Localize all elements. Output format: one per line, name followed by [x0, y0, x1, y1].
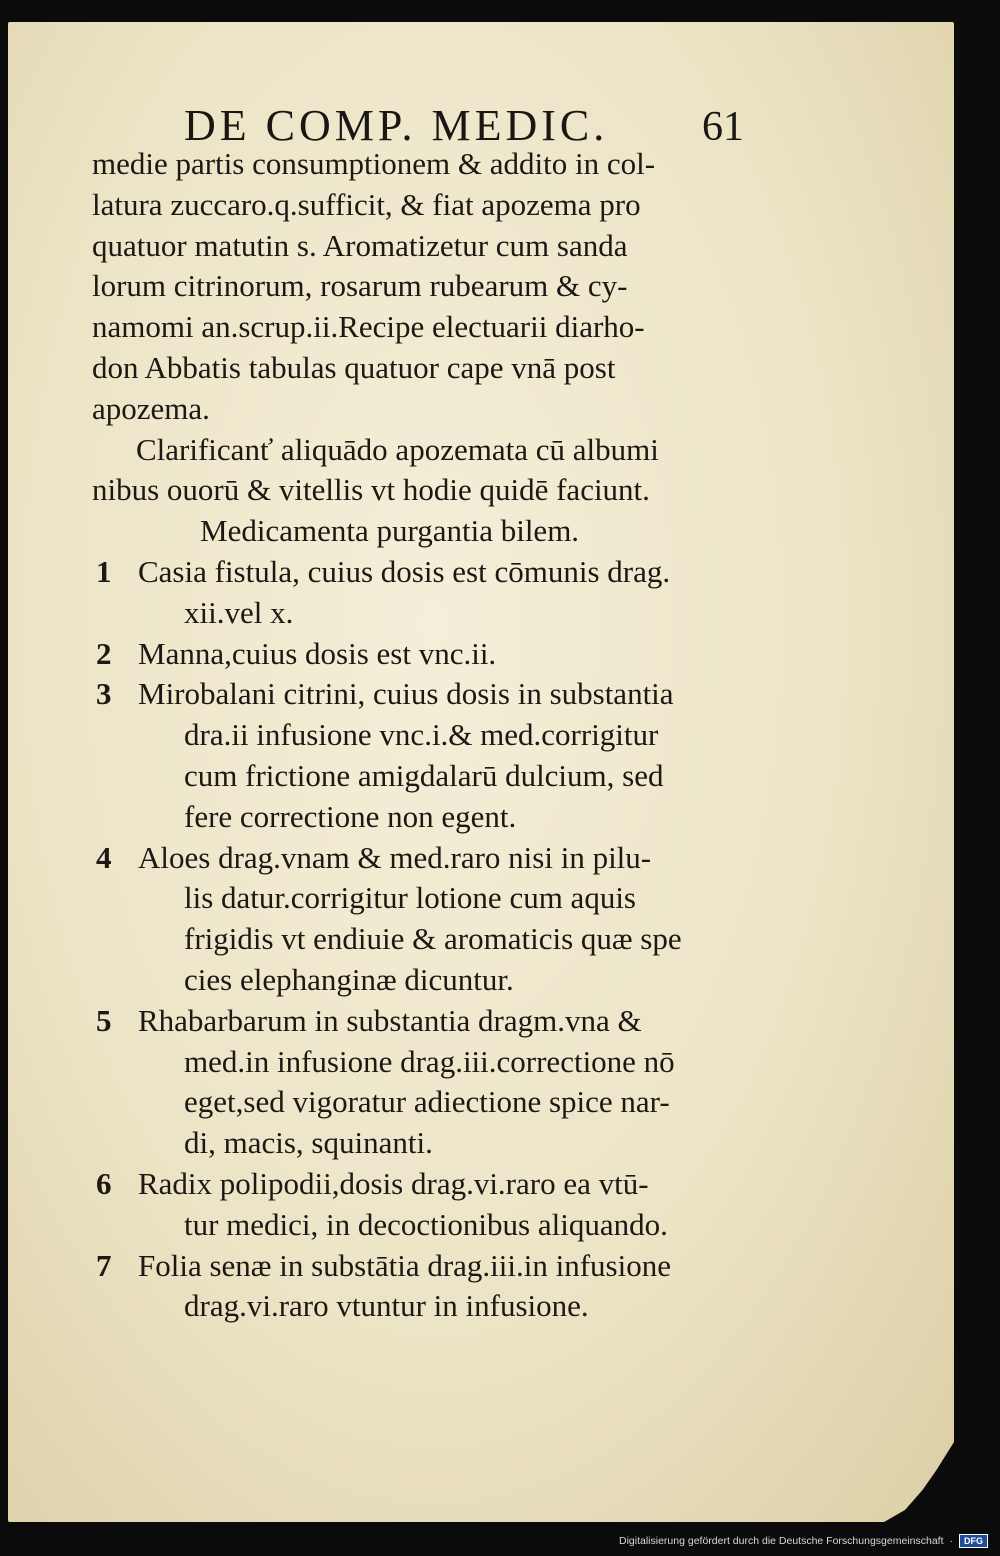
- item-text: fere correctione non egent.: [184, 798, 517, 834]
- text-line: latura zuccaro.q.sufficit, & fiat apozema pro: [92, 186, 641, 222]
- list-item: [92, 1246, 752, 1328]
- digitization-credit: Digitalisierung gefördert durch die Deutsche Forschungsgemeinschaft · DFG: [619, 1534, 988, 1548]
- text-line: medie partis consumptionem & addito in col-: [92, 146, 656, 181]
- item-text: dra.ii infusione vnc.i.& med.corrigitur: [184, 717, 659, 753]
- header-title: DE COMP. MEDIC.: [184, 101, 609, 150]
- item-number: 7: [96, 1247, 112, 1283]
- dfg-logo: DFG: [959, 1534, 988, 1548]
- item-number: 4: [96, 839, 112, 875]
- item-text: Folia senæ in substātia drag.iii.in infusione: [138, 1247, 671, 1283]
- credit-text: Digitalisierung gefördert durch die Deutsche Forschungsgemeinschaft: [618, 1535, 944, 1547]
- list-item: [92, 634, 752, 675]
- item-text: frigidis vt endiuie & aromaticis quæ spe: [184, 921, 682, 957]
- item-number: 2: [96, 635, 112, 671]
- item-text: di, macis, squinanti.: [184, 1125, 433, 1161]
- item-text: cies elephanginæ dicuntur.: [184, 961, 514, 997]
- item-text: drag.vi.raro vtuntur in infusione.: [184, 1288, 589, 1324]
- list-item: [92, 1001, 752, 1164]
- item-text: Manna,cuius dosis est vnc.ii.: [138, 635, 497, 671]
- list-item: [92, 552, 752, 634]
- text-line: apozema.: [92, 390, 210, 426]
- item-text: tur medici, in decoctionibus aliquando.: [184, 1206, 668, 1242]
- item-number: 3: [96, 676, 112, 712]
- item-text: Aloes drag.vnam & med.raro nisi in pilu-: [138, 839, 652, 875]
- list-item: [92, 838, 752, 1001]
- item-text: xii.vel x.: [184, 594, 294, 630]
- torn-corner: [884, 1442, 954, 1522]
- item-number: 6: [96, 1165, 112, 1201]
- item-text: eget,sed vigoratur adiectione spice nar-: [184, 1084, 670, 1120]
- item-number: 5: [96, 1002, 112, 1038]
- book-page: [8, 22, 954, 1522]
- section-heading: Medicamenta purgantia bilem.: [200, 513, 580, 549]
- page-number: 61: [702, 104, 744, 150]
- item-text: Mirobalani citrini, cuius dosis in substantia: [138, 676, 674, 712]
- text-line: namomi an.scrup.ii.Recipe electuarii diarho-: [92, 309, 645, 345]
- text-line: don Abbatis tabulas quatuor cape vnā post: [92, 349, 616, 385]
- item-text: med.in infusione drag.iii.correctione nō: [184, 1043, 675, 1079]
- page-text: [92, 144, 752, 1327]
- item-text: cum frictione amigdalarū dulcium, sed: [184, 757, 664, 793]
- text-line: lorum citrinorum, rosarum rubearum & cy-: [92, 268, 628, 304]
- item-text: Rhabarbarum in substantia dragm.vna &: [138, 1002, 642, 1038]
- text-line: quatuor matutin s. Aromatizetur cum sanda: [92, 227, 628, 263]
- item-text: lis datur.corrigitur lotione cum aquis: [184, 880, 636, 916]
- item-text: Radix polipodii,dosis drag.vi.raro ea vtū-: [138, 1165, 649, 1201]
- text-line: Clarificanť aliquādo apozemata cū albumi: [136, 431, 659, 467]
- item-text: Casia fistula, cuius dosis est cōmunis drag.: [138, 553, 671, 589]
- list-item: [92, 1164, 752, 1246]
- text-line: nibus ouorū & vitellis vt hodie quidē faciunt.: [92, 472, 650, 508]
- list-item: [92, 674, 752, 837]
- item-number: 1: [96, 553, 112, 589]
